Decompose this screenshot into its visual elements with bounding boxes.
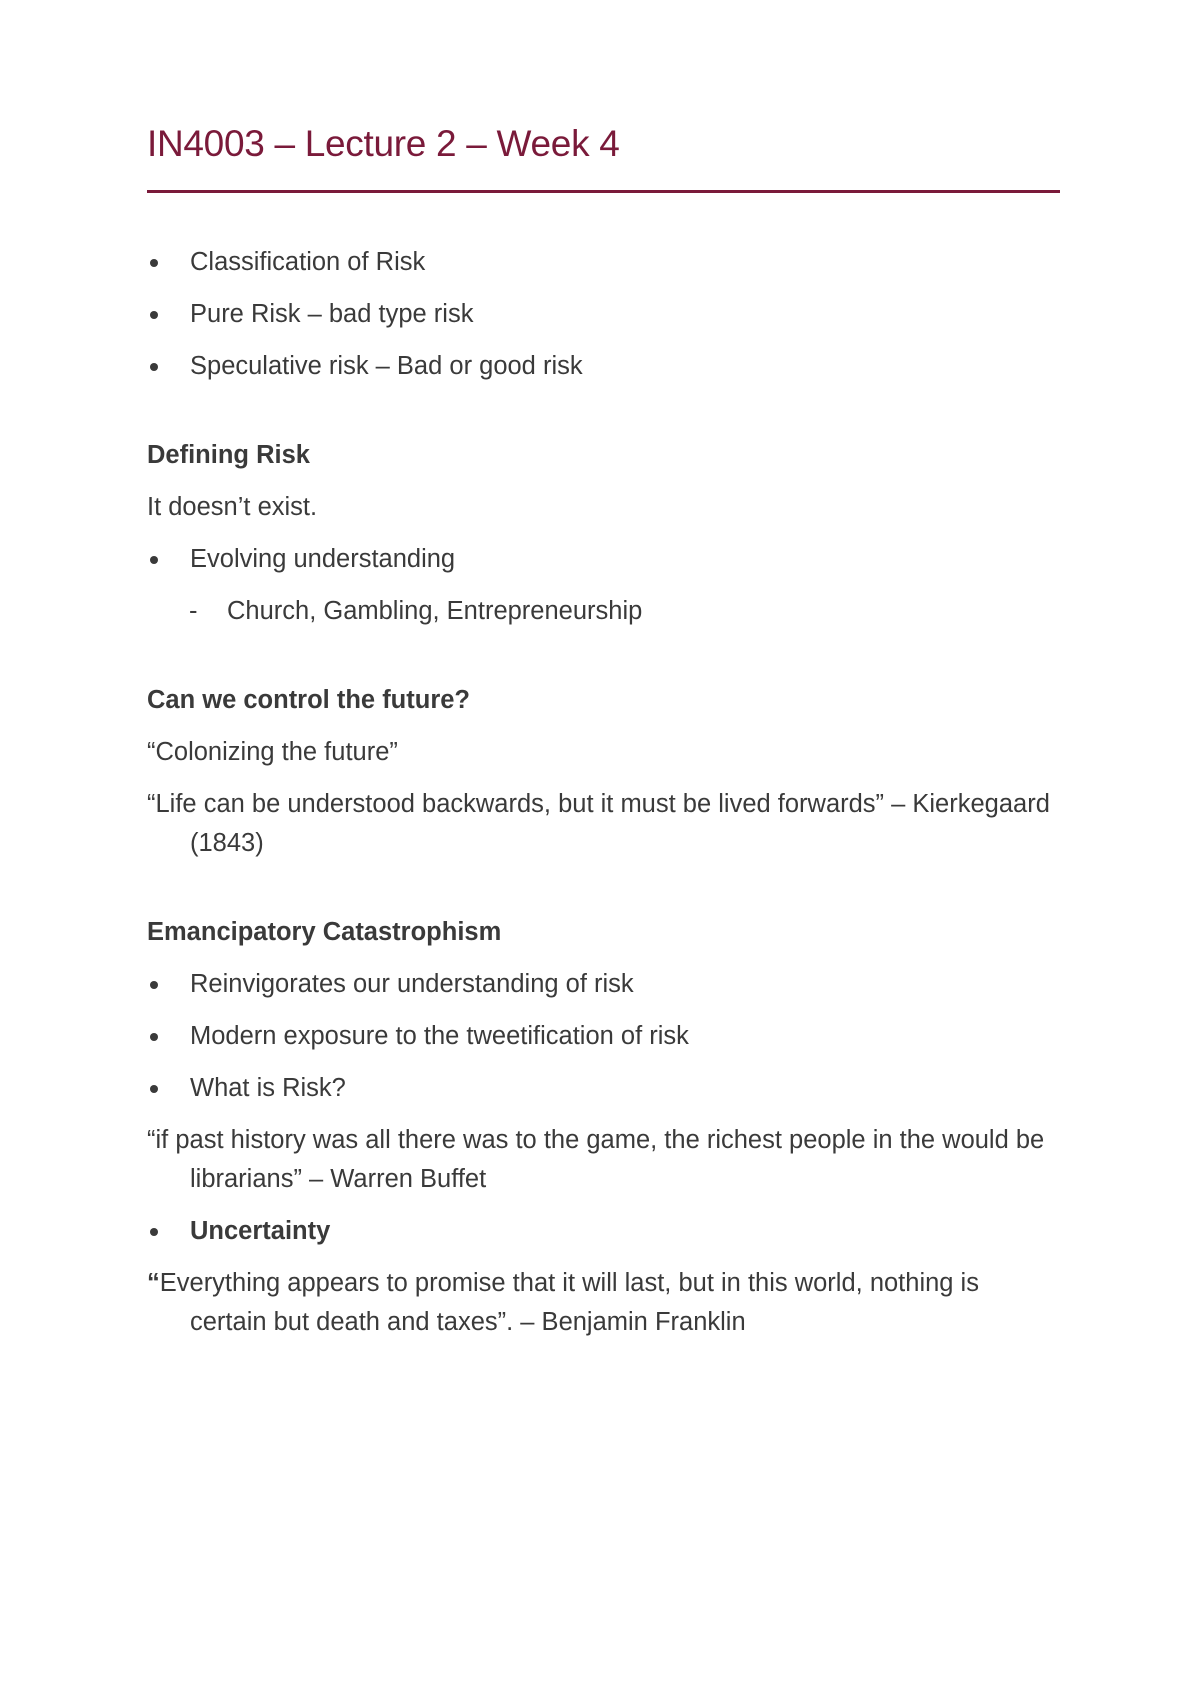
list-item [147,540,1060,579]
section-heading: Defining Risk [147,441,310,469]
bullet-dot-icon [150,363,158,371]
bullet-dot-icon [150,1085,158,1093]
intro-bullet-list [147,243,1060,386]
bullet-dot-icon [150,556,158,564]
quote: “Life can be understood backwards, but it must be lived forwards” – Kierkegaard (1843) [147,790,1050,857]
list-item-text: Evolving understanding [190,545,456,573]
bullet-dot-icon [150,1228,158,1236]
list-item [147,243,1060,282]
bullet-list [147,540,1060,579]
title-underline [147,190,1060,193]
sub-list-item [147,592,1060,631]
quote: “Colonizing the future” [147,738,398,766]
bullet-list [147,1212,1060,1251]
bullet-list [147,965,1060,1108]
section-heading: Emancipatory Catastrophism [147,918,502,946]
dash-icon: - [189,597,198,625]
catastrophism-section [147,913,1060,1342]
list-item [147,1212,1060,1251]
document-page [147,118,1060,1355]
list-item-text: Uncertainty [190,1217,331,1245]
bullet-dot-icon [150,311,158,319]
quote [147,1264,1060,1342]
document-title: IN4003 – Lecture 2 – Week 4 [147,123,620,164]
opening-quote-mark: “ [147,1269,160,1297]
list-item [147,295,1060,334]
quote: “if past history was all there was to the game, the richest people in the would be librarians” – Warren Buffet [147,1126,1045,1193]
paragraph: It doesn’t exist. [147,493,318,521]
list-item-text: Modern exposure to the tweetification of risk [190,1022,689,1050]
list-item [147,347,1060,386]
list-item-text: Classification of Risk [190,248,426,276]
control-future-section [147,681,1060,863]
list-item-text: What is Risk? [190,1074,346,1102]
bullet-dot-icon [150,981,158,989]
defining-risk-section [147,436,1060,631]
quote-text: Everything appears to promise that it will last, but in this world, nothing is certain but death and taxes”. – Benjamin Franklin [159,1269,979,1336]
list-item-text: Speculative risk – Bad or good risk [190,352,583,380]
list-item [147,1017,1060,1056]
bullet-dot-icon [150,1033,158,1041]
list-item-text: Pure Risk – bad type risk [190,300,474,328]
list-item-text: Reinvigorates our understanding of risk [190,970,634,998]
sub-list-item-text: Church, Gambling, Entrepreneurship [227,597,643,625]
list-item [147,1069,1060,1108]
list-item [147,965,1060,1004]
section-heading: Can we control the future? [147,686,471,714]
bullet-dot-icon [150,259,158,267]
